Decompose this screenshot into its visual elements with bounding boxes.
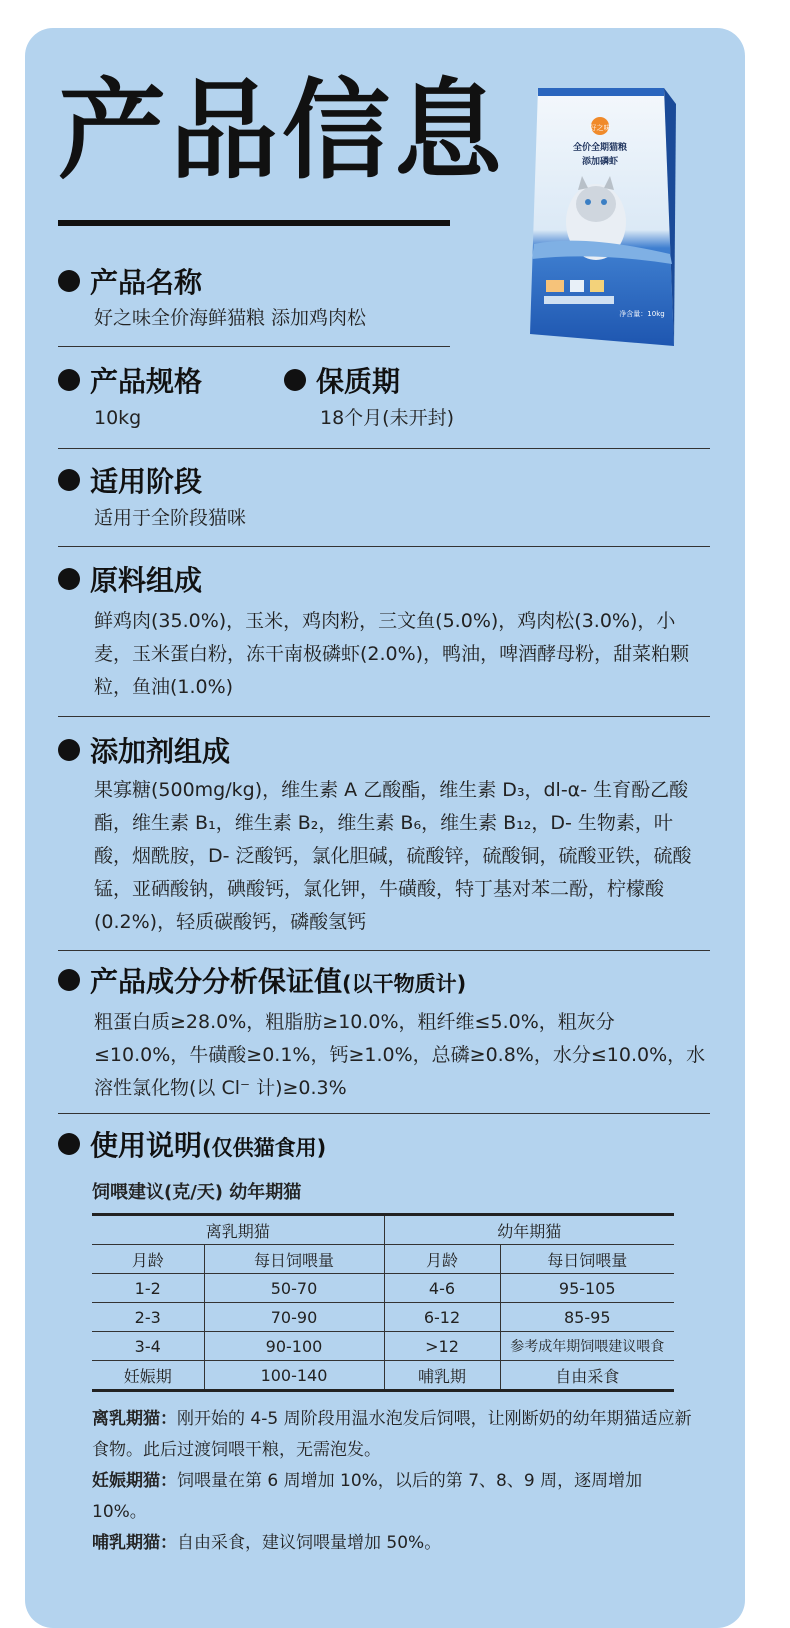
- feeding-subtitle: 饲喂建议(克/天) 幼年期猫: [92, 1182, 302, 1203]
- additives-value: 果寡糖(500mg/kg)，维生素 A 乙酸酯，维生素 D₃，dl-α- 生育酚乙酸酯，维生素 B₁，维生素 B₂，维生素 B₆，维生素 B₁₂，D- 生物素，叶酸，烟酰胺，D- 泛酸钙，氯化胆碱，硫酸锌，硫酸铜，硫酸亚铁，硫酸锰，亚硒酸钠，碘酸钙，氯化钾，牛磺酸，特丁基对苯二酚，柠檬酸(0.2%)，轻质碳酸钙，磷酸氢钙: [94, 779, 692, 933]
- table-cell: 4-6: [384, 1274, 500, 1303]
- table-cell: 参考成年期饲喂建议喂食: [500, 1332, 674, 1361]
- usage-heading: 使用说明: [90, 1129, 203, 1162]
- name-value: 好之味全价海鲜猫粮 添加鸡肉松: [94, 307, 367, 329]
- title-underline: [58, 220, 450, 226]
- col-amount: 每日饲喂量: [204, 1245, 384, 1274]
- name-heading: 产品名称: [90, 266, 203, 299]
- section-stage: [58, 464, 246, 536]
- stage-value: 适用于全阶段猫咪: [94, 507, 247, 529]
- feeding-notes: [92, 1404, 692, 1559]
- section-usage: [58, 1128, 326, 1166]
- note-pregnant: [92, 1466, 692, 1528]
- section-additives: [58, 734, 710, 939]
- shelf-heading: 保质期: [316, 365, 401, 398]
- note-text: 自由采食，建议饲喂量增加 50%。: [177, 1533, 442, 1553]
- analysis-value: 粗蛋白质≥28.0%，粗脂肪≥10.0%，粗纤维≤5.0%，粗灰分≤10.0%，牛磺酸≥0.1%，钙≥1.0%，总磷≥0.8%，水分≤10.0%，水溶性氯化物(以 Cl⁻ 计)≥0.3%: [94, 1011, 706, 1099]
- group-young: 幼年期猫: [384, 1215, 674, 1245]
- table-row: [92, 1303, 674, 1332]
- bullet-icon: [284, 369, 306, 391]
- note-label: 离乳期猫：: [92, 1409, 177, 1429]
- table-cell: 妊娠期: [92, 1361, 204, 1391]
- table-cell: 3-4: [92, 1332, 204, 1361]
- table-cell: 90-100: [204, 1332, 384, 1361]
- product-bag-image: [524, 84, 676, 354]
- table-cell: 自由采食: [500, 1361, 674, 1391]
- table-cell: 50-70: [204, 1274, 384, 1303]
- table-cell: 95-105: [500, 1274, 674, 1303]
- table-row: [92, 1332, 674, 1361]
- divider: [58, 346, 450, 347]
- table-header-row: [92, 1245, 674, 1274]
- divider: [58, 448, 710, 449]
- analysis-heading-note: (以干物质计): [342, 972, 467, 996]
- col-age: 月龄: [92, 1245, 204, 1274]
- note-nursing: [92, 1528, 692, 1559]
- divider: [58, 546, 710, 547]
- note-weaning: [92, 1404, 692, 1466]
- shelf-value: 18个月(未开封): [320, 407, 455, 429]
- bag-weight: 净含量：10kg: [619, 310, 665, 318]
- bag-brand: 好之味: [589, 124, 611, 132]
- table-cell: 70-90: [204, 1303, 384, 1332]
- ingredients-value: 鲜鸡肉(35.0%)，玉米，鸡肉粉，三文鱼(5.0%)，鸡肉松(3.0%)，小麦，玉米蛋白粉，冻干南极磷虾(2.0%)，鸭油，啤酒酵母粉，甜菜粕颗粒，鱼油(1.0%): [94, 610, 690, 698]
- table-row: [92, 1274, 674, 1303]
- table-cell: 哺乳期: [384, 1361, 500, 1391]
- table-cell: 85-95: [500, 1303, 674, 1332]
- note-text: 饲喂量在第 6 周增加 10%，以后的第 7、8、9 周，逐周增加 10%。: [92, 1471, 643, 1522]
- feeding-table: [92, 1213, 674, 1392]
- additives-heading: 添加剂组成: [90, 735, 231, 768]
- table-cell: 100-140: [204, 1361, 384, 1391]
- note-label: 哺乳期猫：: [92, 1533, 177, 1553]
- bullet-icon: [58, 469, 80, 491]
- table-row: [92, 1361, 674, 1391]
- col-age: 月龄: [384, 1245, 500, 1274]
- usage-heading-note: (仅供猫食用): [202, 1136, 327, 1160]
- section-spec: [58, 364, 202, 436]
- spec-heading: 产品规格: [90, 365, 203, 398]
- bag-line2: 添加磷虾: [581, 157, 619, 167]
- table-cell: 1-2: [92, 1274, 204, 1303]
- section-name: [58, 265, 366, 335]
- table-cell: >12: [384, 1332, 500, 1361]
- stage-heading: 适用阶段: [90, 465, 203, 498]
- ingredients-heading: 原料组成: [90, 564, 203, 597]
- bullet-icon: [58, 369, 80, 391]
- bullet-icon: [58, 969, 80, 991]
- group-weaning: 离乳期猫: [92, 1215, 384, 1245]
- bullet-icon: [58, 1133, 80, 1155]
- section-analysis: [58, 964, 710, 1105]
- page-title: 产品信息: [58, 69, 507, 194]
- bullet-icon: [58, 739, 80, 761]
- bag-line1: 全价全期猫粮: [572, 143, 628, 153]
- divider: [58, 1113, 710, 1114]
- spec-value: 10kg: [94, 407, 142, 429]
- table-cell: 2-3: [92, 1303, 204, 1332]
- bullet-icon: [58, 270, 80, 292]
- section-ingredients: [58, 563, 710, 704]
- section-shelf-life: [284, 364, 454, 436]
- analysis-heading: 产品成分分析保证值: [90, 965, 343, 998]
- note-label: 妊娠期猫：: [92, 1471, 177, 1491]
- divider: [58, 716, 710, 717]
- col-amount: 每日饲喂量: [500, 1245, 674, 1274]
- divider: [58, 950, 710, 951]
- table-cell: 6-12: [384, 1303, 500, 1332]
- table-group-row: [92, 1215, 674, 1245]
- bullet-icon: [58, 568, 80, 590]
- note-text: 刚开始的 4-5 周阶段用温水泡发后饲喂，让刚断奶的幼年期猫适应新食物。此后过渡饲喂干粮，无需泡发。: [92, 1409, 692, 1460]
